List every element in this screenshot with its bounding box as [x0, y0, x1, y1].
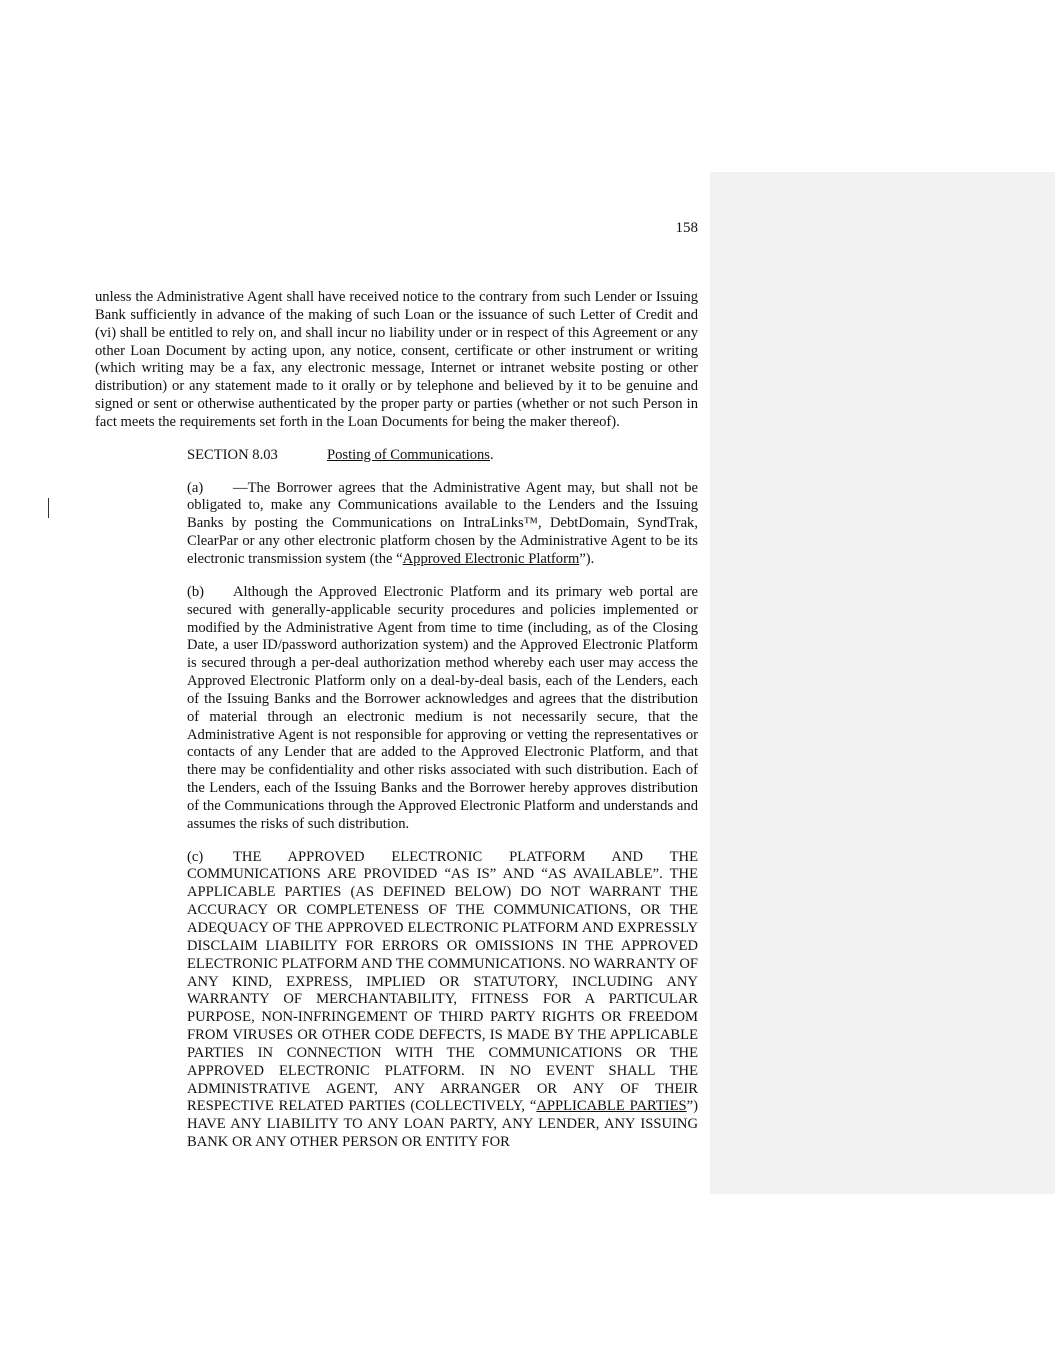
paragraph-b-text: Although the Approved Electronic Platform and its primary web portal are secured with generally-applicable security procedures and policies implemented or modified by the Administrative Agent from time to time (including, as of the Closing Date, a user ID/password authorization system) and the Approved Electronic Platform is secured through a per-deal authorization method whereby each user may access the Approved Electronic Platform only on a deal-by-deal basis, each of the Lenders, each of the Issuing Banks and the Borrower acknowledges and agrees that the distribution of material through an electronic medium is not necessarily secure, that the Administrative Agent is not responsible for approving or vetting the representatives or contacts of any Lender that are added to the Approved Electronic Platform, and that there may be confidentiality and other risks associated with such distribution. Each of the Lenders, each of the Issuing Banks and the Borrower hereby approves distribution of the Communications through the Approved Electronic Platform and understands and assumes the risks of such distribution. [187, 583, 698, 832]
section-title: Posting of Communications [327, 446, 490, 463]
paragraph-a-text-end: ”). [579, 550, 595, 567]
paragraph-a [95, 480, 698, 569]
paragraph-c-text: THE APPROVED ELECTRONIC PLATFORM AND THE COMMUNICATIONS ARE PROVIDED “AS IS” AND “AS AVAILABLE”. THE APPLICABLE PARTIES (AS DEFINED BELOW) DO NOT WARRANT THE ACCURACY OR COMPLETENESS OF THE COMMUNICATIONS, OR THE ADEQUACY OF THE APPROVED ELECTRONIC PLATFORM AND EXPRESSLY DISCLAIM LIABILITY FOR ERRORS OR OMISSIONS IN THE APPROVED ELECTRONIC PLATFORM AND THE COMMUNICATIONS. NO WARRANTY OF ANY KIND, EXPRESS, IMPLIED OR STATUTORY, INCLUDING ANY WARRANTY OF MERCHANTABILITY, FITNESS FOR A PARTICULAR PURPOSE, NON-INFRINGEMENT OF THIRD PARTY RIGHTS OR FREEDOM FROM VIRUSES OR OTHER CODE DEFECTS, IS MADE BY THE APPLICABLE PARTIES IN CONNECTION WITH THE COMMUNICATIONS OR THE APPROVED ELECTRONIC PLATFORM. IN NO EVENT SHALL THE ADMINISTRATIVE AGENT, ANY ARRANGER OR ANY OF THEIR RESPECTIVE RELATED PARTIES (COLLECTIVELY, “ [187, 848, 698, 1115]
paragraph-c-marker: (c) [187, 848, 204, 865]
paragraph-a-text: —The Borrower agrees that the Administrative Agent may, but shall not be obligated to, make any Communications available to the Lenders and the Issuing Banks by posting the Communications on IntraLinks™, DebtDomain, SyndTrak, ClearPar or any other electronic platform chosen by the Administrative Agent to be its electronic transmission system (the “ [187, 479, 698, 567]
defined-term-applicable-parties: APPLICABLE PARTIES [536, 1098, 687, 1115]
continuation-paragraph: unless the Administrative Agent shall have received notice to the contrary from such Lender or Issuing Bank sufficiently in advance of the making of such Loan or the issuance of such Letter of Credit and (vi) shall be entitled to rely on, and shall incur no liability under or in respect of this Agreement or any other Loan Document by acting upon, any notice, consent, certificate or other instrument or writing (which writing may be a fax, any electronic message, Internet or intranet website posting or other distribution) or any statement made to it orally or by telephone and believed by it to be genuine and signed or sent or otherwise authenticated by the proper party or parties (whether or not such Person in fact meets the requirements set forth in the Loan Documents for being the maker thereof). [95, 289, 698, 430]
revision-change-bar [48, 498, 49, 518]
section-title-period: . [489, 446, 494, 463]
document-body [95, 289, 698, 1152]
paragraph-b [95, 584, 698, 834]
paragraph-b-marker: (b) [187, 583, 205, 600]
page-number: 158 [675, 220, 698, 236]
section-number: SECTION 8.03 [187, 446, 278, 463]
paragraph-a-marker: (a) [187, 479, 204, 496]
comment-pane [710, 172, 1055, 1194]
section-heading [95, 447, 698, 465]
paragraph-c [95, 849, 698, 1152]
paragraph-c-text-end: ”) HAVE ANY LIABILITY TO ANY LOAN PARTY, ANY LENDER, ANY ISSUING BANK OR ANY OTHER PERSON OR ENTITY FOR [187, 1098, 698, 1151]
defined-term-approved-electronic-platform: Approved Electronic Platform [402, 550, 580, 567]
